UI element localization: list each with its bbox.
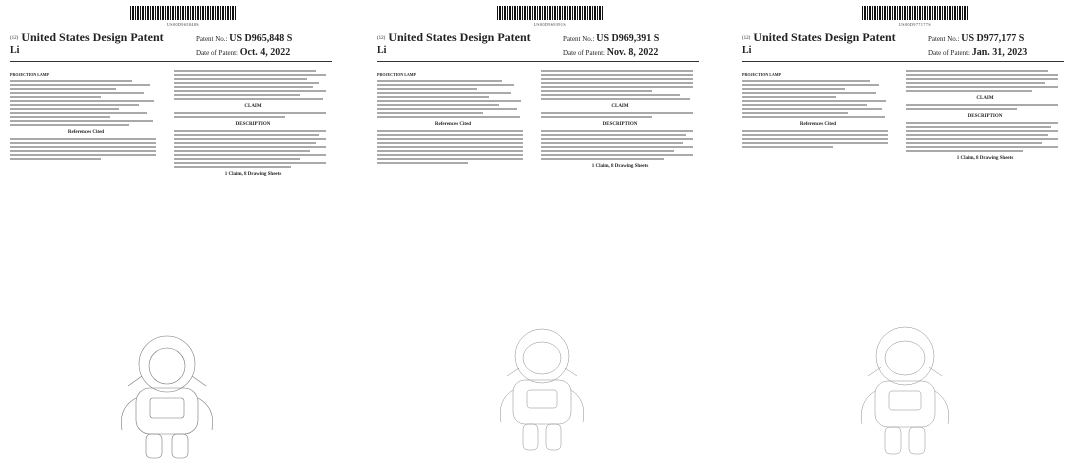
- patent-number: [196, 33, 292, 44]
- text-line: [174, 78, 307, 80]
- text-line: [906, 122, 1058, 124]
- text-line: [174, 74, 326, 76]
- description-heading: DESCRIPTION: [235, 122, 271, 127]
- text-line: [174, 112, 326, 114]
- text-line: [377, 146, 523, 148]
- text-line: [742, 80, 870, 82]
- text-line: [377, 80, 502, 82]
- text-line: [174, 150, 310, 152]
- text-line: [541, 134, 686, 136]
- text-line: [174, 86, 313, 88]
- patent-date-label: Date of Patent:: [928, 49, 970, 57]
- text-line: [10, 100, 154, 102]
- patent-date: [196, 47, 290, 58]
- text-line: [10, 124, 129, 126]
- text-line: [10, 150, 156, 152]
- claim-heading: CLAIM: [611, 104, 629, 109]
- text-line: [377, 112, 483, 114]
- header-rule: [377, 61, 699, 62]
- barcode: [497, 6, 603, 20]
- office-title-text: United States Design Patent: [21, 30, 164, 44]
- patent-number-value: US D969,391 S: [596, 33, 660, 44]
- header-rule: [742, 61, 1064, 62]
- text-line: [10, 120, 153, 122]
- patent-office-title: [377, 30, 531, 45]
- text-line: [742, 112, 848, 114]
- patent-date-value: Oct. 4, 2022: [239, 47, 291, 58]
- bibliographic-column: [10, 68, 162, 162]
- text-line: [10, 138, 156, 140]
- text-line: [10, 96, 101, 98]
- claim-heading: CLAIM: [976, 96, 994, 101]
- text-line: [541, 158, 664, 160]
- text-line: [742, 138, 888, 140]
- body-column: [174, 68, 332, 180]
- text-line: [541, 98, 690, 100]
- text-line: [377, 134, 523, 136]
- astronaut-projection-lamp-drawing: [467, 320, 617, 460]
- text-line: [174, 162, 326, 164]
- text-line: [541, 86, 693, 88]
- claims-count: 1 Claim, 8 Drawing Sheets: [956, 156, 1014, 161]
- barcode-number: US00D969391S: [533, 22, 567, 27]
- inventor-name: Li: [742, 45, 752, 56]
- description-heading: DESCRIPTION: [967, 114, 1003, 119]
- text-line: [377, 84, 514, 86]
- text-line: [541, 82, 693, 84]
- text-line: [174, 134, 319, 136]
- references-heading: References Cited: [67, 130, 105, 135]
- text-line: [906, 108, 1017, 110]
- text-line: [174, 116, 285, 118]
- text-line: [10, 92, 144, 94]
- text-line: [541, 94, 680, 96]
- claim-heading: CLAIM: [244, 104, 262, 109]
- text-line: [906, 138, 1058, 140]
- text-line: [377, 92, 511, 94]
- text-line: [541, 70, 693, 72]
- text-line: [377, 158, 523, 160]
- text-line: [541, 112, 693, 114]
- text-line: [742, 92, 876, 94]
- inventor-name: Li: [377, 45, 387, 56]
- text-line: [377, 154, 523, 156]
- patent-number: [563, 33, 659, 44]
- references-heading: References Cited: [799, 122, 837, 127]
- claims-count: 1 Claim, 8 Drawing Sheets: [224, 172, 282, 177]
- patent-office-title: [742, 30, 896, 45]
- text-line: [377, 88, 477, 90]
- text-line: [377, 162, 468, 164]
- text-line: [174, 158, 300, 160]
- text-line: [174, 98, 323, 100]
- text-line: [377, 138, 523, 140]
- body-column: [906, 68, 1064, 164]
- text-line: [174, 138, 326, 140]
- patent-page-2: [377, 0, 707, 471]
- text-line: [174, 166, 291, 168]
- text-line: [174, 90, 326, 92]
- inid-tag: (12): [10, 35, 19, 41]
- patent-number-label: Patent No.:: [196, 35, 228, 43]
- text-line: [742, 84, 879, 86]
- text-line: [10, 104, 139, 106]
- astronaut-projection-lamp-drawing: [92, 326, 242, 466]
- text-line: [541, 138, 693, 140]
- text-line: [906, 104, 1058, 106]
- text-line: [906, 78, 1058, 80]
- text-line: [10, 84, 150, 86]
- text-line: [10, 154, 156, 156]
- text-line: [742, 104, 867, 106]
- text-line: [541, 90, 652, 92]
- text-line: [10, 80, 132, 82]
- patent-date-label: Date of Patent:: [196, 49, 238, 57]
- inventor-name: Li: [10, 45, 20, 56]
- text-line: [10, 112, 147, 114]
- patent-number-label: Patent No.:: [563, 35, 595, 43]
- references-heading: References Cited: [434, 122, 472, 127]
- text-line: [174, 146, 326, 148]
- office-title-text: United States Design Patent: [388, 30, 531, 44]
- barcode: [862, 6, 968, 20]
- inid-tag: (12): [742, 35, 751, 41]
- text-line: [541, 154, 693, 156]
- bibliographic-column: [377, 68, 529, 166]
- text-line: [906, 74, 1058, 76]
- patent-page-3: [742, 0, 1072, 471]
- text-line: [377, 108, 517, 110]
- text-line: [377, 150, 523, 152]
- description-heading: DESCRIPTION: [602, 122, 638, 127]
- patent-page-1: [10, 0, 340, 471]
- text-line: [10, 142, 156, 144]
- patent-date-value: Jan. 31, 2023: [971, 47, 1028, 58]
- text-line: [174, 82, 319, 84]
- text-line: [742, 142, 888, 144]
- text-line: [742, 146, 833, 148]
- text-line: [377, 100, 521, 102]
- office-title-text: United States Design Patent: [753, 30, 896, 44]
- title-label: PROJECTION LAMP: [377, 72, 416, 77]
- astronaut-projection-lamp-drawing: [830, 318, 980, 463]
- text-line: [10, 108, 119, 110]
- text-line: [174, 94, 300, 96]
- text-line: [174, 154, 326, 156]
- text-line: [906, 142, 1042, 144]
- patent-number-value: US D965,848 S: [229, 33, 293, 44]
- text-line: [906, 134, 1048, 136]
- text-line: [541, 150, 674, 152]
- text-line: [174, 130, 326, 132]
- text-line: [906, 70, 1048, 72]
- text-line: [174, 142, 316, 144]
- barcode-number: US00D977177S: [898, 22, 932, 27]
- text-line: [377, 104, 499, 106]
- text-line: [906, 130, 1058, 132]
- patent-number: [928, 33, 1024, 44]
- text-line: [742, 130, 888, 132]
- text-line: [377, 130, 523, 132]
- text-line: [10, 88, 116, 90]
- text-line: [906, 126, 1051, 128]
- patent-number-label: Patent No.:: [928, 35, 960, 43]
- text-line: [541, 74, 693, 76]
- text-line: [377, 116, 520, 118]
- bibliographic-column: [742, 68, 894, 150]
- text-line: [10, 146, 156, 148]
- text-line: [377, 142, 523, 144]
- text-line: [742, 88, 845, 90]
- text-line: [742, 100, 886, 102]
- header-rule: [10, 61, 332, 62]
- text-line: [906, 150, 1023, 152]
- text-line: [541, 116, 652, 118]
- inid-tag: (12): [377, 35, 386, 41]
- patent-date: [563, 47, 658, 58]
- text-line: [742, 116, 885, 118]
- text-line: [906, 90, 1032, 92]
- patent-date: [928, 47, 1027, 58]
- text-line: [906, 82, 1045, 84]
- text-line: [906, 86, 1058, 88]
- text-line: [742, 108, 882, 110]
- text-line: [742, 134, 888, 136]
- text-line: [377, 96, 489, 98]
- text-line: [10, 158, 101, 160]
- text-line: [541, 78, 693, 80]
- text-line: [174, 70, 316, 72]
- patent-date-value: Nov. 8, 2022: [606, 47, 659, 58]
- text-line: [541, 142, 683, 144]
- text-line: [742, 96, 836, 98]
- text-line: [541, 130, 693, 132]
- text-line: [541, 146, 693, 148]
- title-label: PROJECTION LAMP: [742, 72, 781, 77]
- barcode: [130, 6, 236, 20]
- text-line: [10, 116, 110, 118]
- patent-number-value: US D977,177 S: [961, 33, 1025, 44]
- patent-date-label: Date of Patent:: [563, 49, 605, 57]
- claims-count: 1 Claim, 8 Drawing Sheets: [591, 164, 649, 169]
- barcode-number: US00D965848S: [166, 22, 200, 27]
- body-column: [541, 68, 699, 172]
- patent-office-title: [10, 30, 164, 45]
- title-label: PROJECTION LAMP: [10, 72, 49, 77]
- text-line: [906, 146, 1058, 148]
